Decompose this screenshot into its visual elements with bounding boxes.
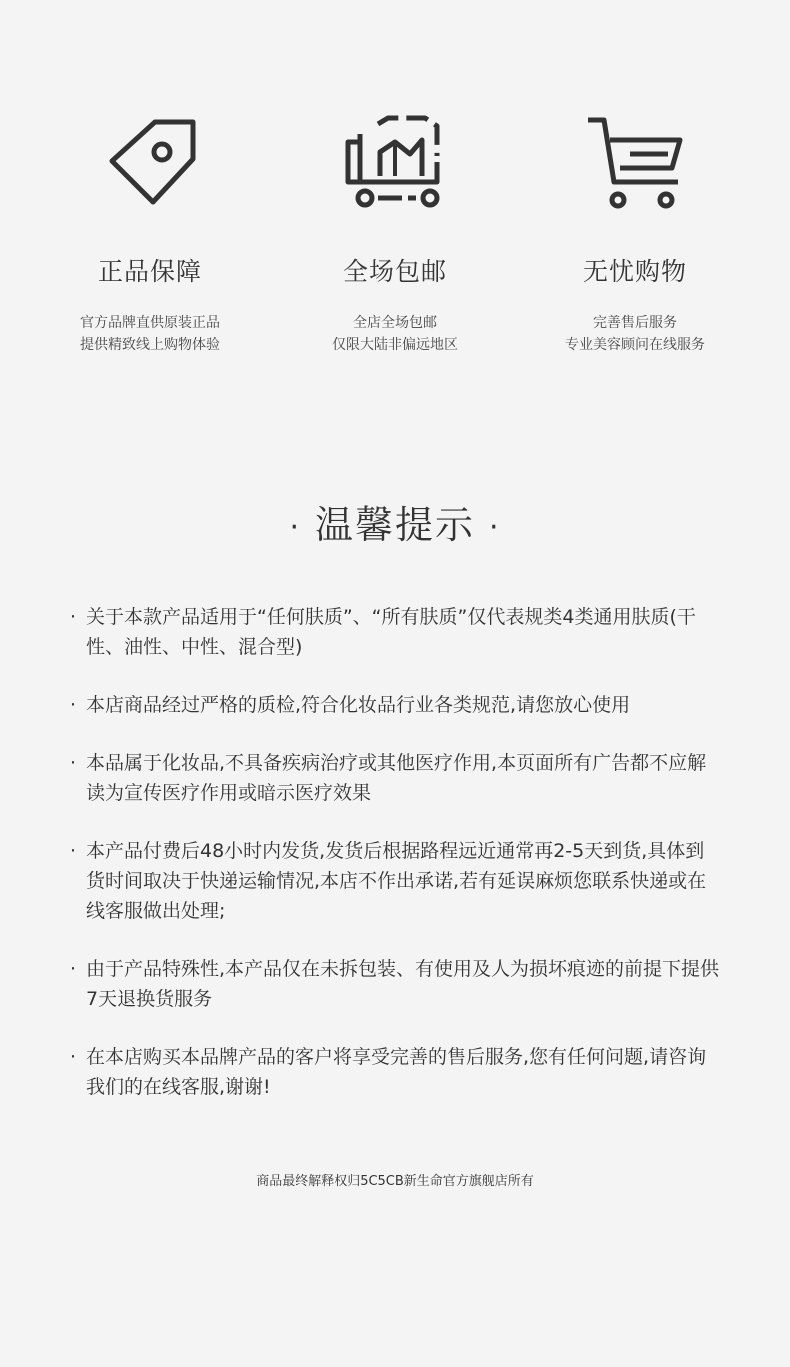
feature-desc-line: 完善售后服务 — [593, 315, 677, 331]
footer-text: 商品最终解释权归5C5CB新生命官方旗舰店所有 — [256, 1174, 534, 1189]
shopping-cart-icon — [580, 112, 690, 212]
heading-dot: · — [489, 510, 501, 545]
notice-item — [70, 954, 720, 1014]
features-section — [0, 0, 790, 400]
bullet: · — [70, 752, 77, 774]
notice-text: 本店商品经过严格的质检,符合化妆品行业各类规范,请您放心使用 — [86, 694, 631, 716]
feature-title: 无忧购物 — [582, 257, 687, 286]
feature-desc — [515, 312, 755, 356]
notice-heading — [0, 494, 790, 549]
delivery-truck-icon — [340, 112, 450, 212]
feature-title: 正品保障 — [97, 257, 202, 286]
feature-desc-line: 全店全场包邮 — [353, 315, 437, 331]
bullet: · — [70, 840, 77, 862]
notice-item — [70, 602, 720, 662]
notice-item — [70, 690, 720, 720]
notice-item — [70, 836, 720, 926]
feature-desc-line: 官方品牌直供原装正品 — [80, 315, 220, 331]
notice-text: 关于本款产品适用于“任何肤质”、“所有肤质”仅代表规类4类通用肤质(干性、油性、中性、混合型) — [86, 606, 696, 658]
price-tag-icon — [100, 112, 210, 212]
feature-desc-line: 专业美容顾问在线服务 — [565, 337, 705, 353]
notice-title: 温馨提示 — [314, 503, 475, 547]
feature-desc — [30, 312, 270, 356]
notice-text: 本品属于化妆品,不具备疾病治疗或其他医疗作用,本页面所有广告都不应解读为宣传医疗作用或暗示医疗效果 — [86, 752, 707, 804]
notice-item — [70, 748, 720, 808]
bullet: · — [70, 606, 77, 628]
notice-text: 本产品付费后48小时内发货,发货后根据路程远近通常再2-5天到货,具体到货时间取决于快递运输情况,本店不作出承诺,若有延误麻烦您联系快递或在线客服做出处理; — [86, 840, 707, 922]
feature-desc-line: 提供精致线上购物体验 — [80, 337, 220, 353]
heading-dot: · — [289, 510, 301, 545]
notice-text: 在本店购买本品牌产品的客户将享受完善的售后服务,您有任何问题,请咨询我们的在线客服,谢谢! — [86, 1046, 707, 1098]
bullet: · — [70, 958, 77, 980]
feature-desc-line: 仅限大陆非偏远地区 — [332, 337, 458, 353]
notice-item — [70, 1042, 720, 1102]
feature-desc — [275, 312, 515, 356]
notice-text: 由于产品特殊性,本产品仅在未拆包装、有使用及人为损坏痕迹的前提下提供7天退换货服务 — [86, 958, 720, 1010]
feature-title: 全场包邮 — [342, 257, 447, 286]
bullet: · — [70, 1046, 77, 1068]
bullet: · — [70, 694, 77, 716]
notice-list — [70, 602, 720, 1130]
